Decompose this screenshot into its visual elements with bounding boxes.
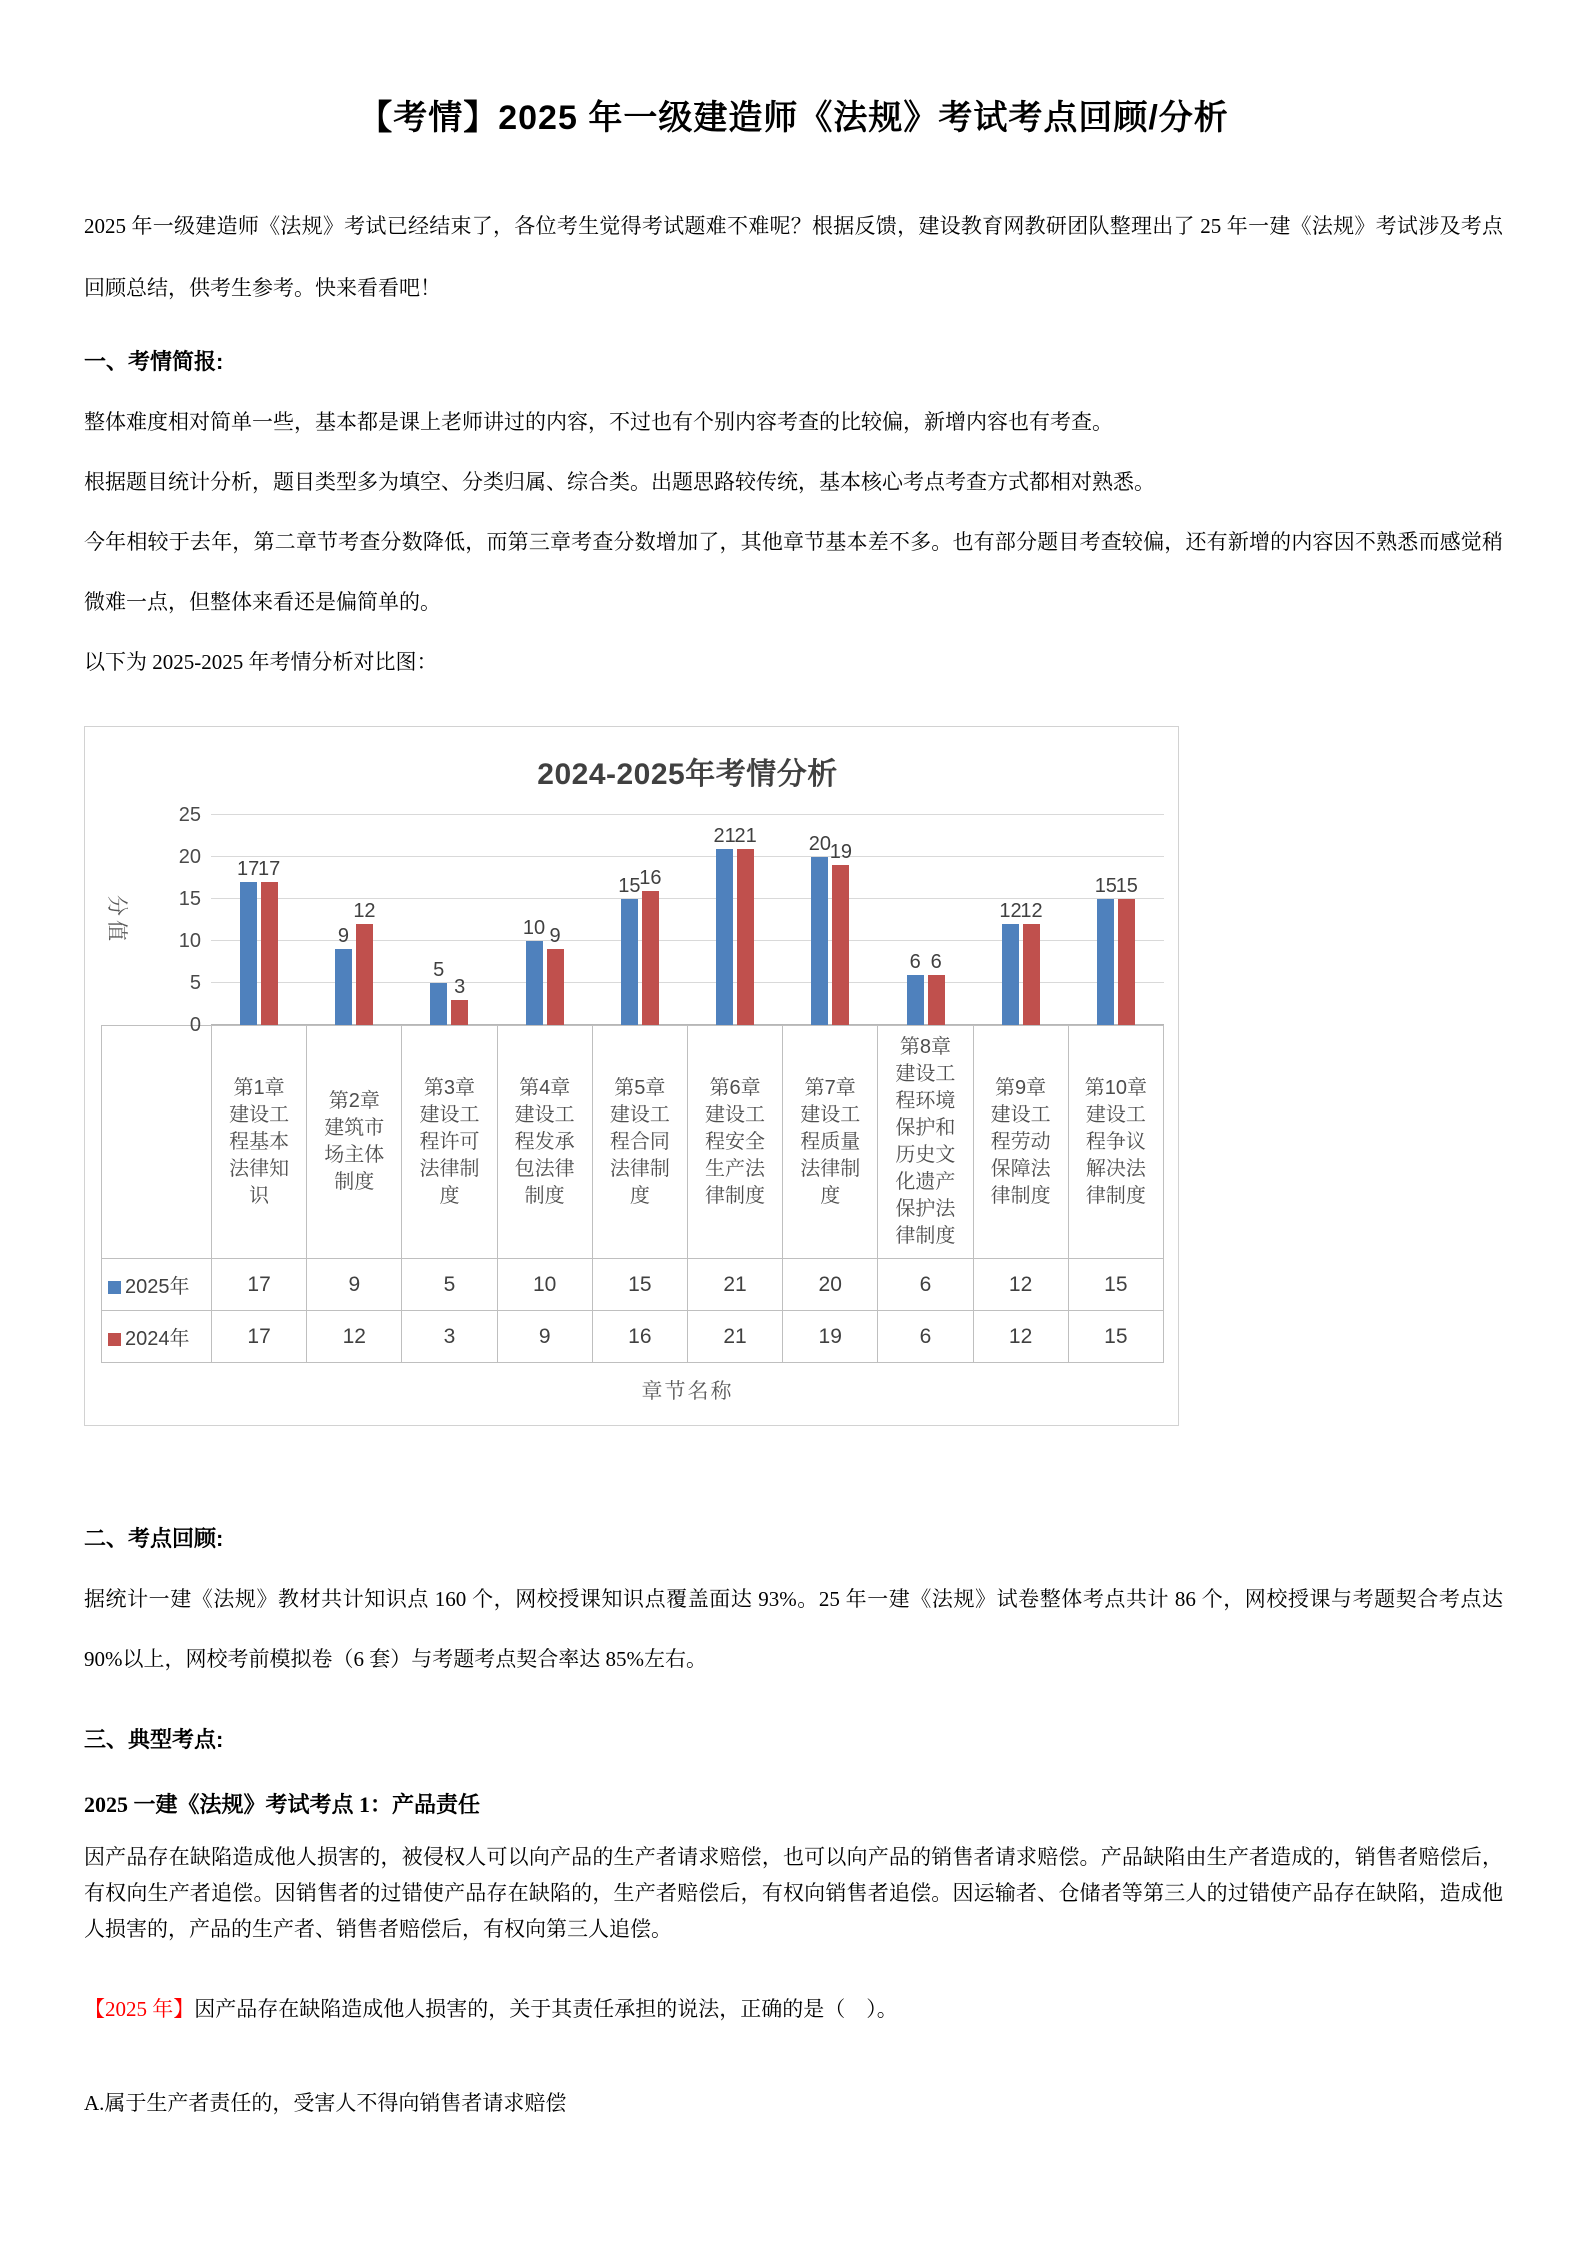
- bar-column: [1094, 815, 1117, 1025]
- bar-value-label: 15: [1094, 875, 1117, 897]
- category-header-cell: 第6章建设工程安全生产法律制度: [687, 1026, 782, 1259]
- bar-column: [639, 815, 662, 1025]
- bar-value-label: 12: [1020, 900, 1043, 923]
- bar-column: [258, 815, 281, 1025]
- page-title: 【考情】2025 年一级建造师《法规》考试考点回顾/分析: [358, 99, 1229, 137]
- intro-paragraph: 2025 年一级建造师《法规》考试已经结束了，各位考生觉得考试题难不难呢？根据反馈，建设教育网教研团队整理出了 25 年一建《法规》考试涉及考点回顾总结，供考生参考。快来看看吧！: [84, 214, 1503, 300]
- y-axis-ticks: [135, 804, 211, 1036]
- bar-column: [808, 815, 832, 1025]
- plot: [211, 815, 1164, 1025]
- bar-2024年: [737, 849, 754, 1025]
- section1-body: [84, 392, 1503, 692]
- category-header-cell: 第10章建设工程争议解决法律制度: [1068, 1026, 1163, 1259]
- table-value-cell: 9: [307, 1259, 402, 1311]
- bar-value-label: 10: [522, 917, 546, 939]
- section3-heading: 三、典型考点:: [84, 1727, 224, 1752]
- section1-para3: 今年相较于去年，第二章节考查分数降低，而第三章考查分数增加了，其他章节基本差不多。也有部分题目考查较偏，还有新增的内容因不熟悉而感觉稍微难一点，但整体来看还是偏简单的。: [84, 530, 1503, 614]
- bar-value-label: 12: [999, 900, 1022, 923]
- category-header-cell: 第7章建设工程质量法律制度: [783, 1026, 878, 1259]
- table-value-cell: 3: [402, 1311, 497, 1363]
- y-axis-tick-label: 10: [178, 930, 201, 952]
- bar-group: [783, 815, 878, 1025]
- bar-group: [878, 815, 973, 1025]
- bar-column: [1020, 815, 1043, 1025]
- bar-2025年: [526, 941, 543, 1025]
- bar-value-label: 12: [353, 900, 376, 923]
- table-corner-cell: [102, 1026, 212, 1259]
- bar-2025年: [430, 983, 447, 1025]
- bar-group: [306, 815, 401, 1025]
- topic-heading: 2025 一建《法规》考试考点 1：产品责任: [84, 1792, 481, 1817]
- bar-column: [547, 815, 564, 1025]
- bar-column: [907, 815, 924, 1025]
- bar-2025年: [811, 857, 828, 1025]
- exam-analysis-chart: [84, 726, 1179, 1426]
- table-value-cell: 12: [973, 1259, 1068, 1311]
- y-axis-tick-label: 25: [178, 804, 201, 826]
- bar-value-label: 5: [433, 959, 445, 981]
- bar-value-label: 6: [909, 950, 921, 973]
- bar-value-label: 15: [618, 875, 641, 897]
- chart-intro-line: 以下为 2025-2025 年考情分析对比图：: [84, 650, 438, 674]
- bar-value-label: 17: [258, 858, 281, 881]
- bar-column: [928, 815, 945, 1025]
- bar-column: [451, 815, 468, 1025]
- chart-data-table: [101, 1025, 1164, 1363]
- bar-column: [522, 815, 546, 1025]
- bar-value-label: 21: [734, 824, 757, 847]
- bar-column: [353, 815, 376, 1025]
- section1-para2: 根据题目统计分析，题目类型多为填空、分类归属、综合类。出题思路较传统，基本核心考点考查方式都相对熟悉。: [84, 470, 1155, 494]
- bar-2024年: [832, 865, 849, 1025]
- category-header-cell: 第4章建设工程发承包法律制度: [497, 1026, 592, 1259]
- bar-value-label: 16: [639, 866, 662, 889]
- legend-swatch-icon: [108, 1333, 121, 1346]
- bar-column: [430, 815, 447, 1025]
- section1-para1: 整体难度相对简单一些，基本都是课上老师讲过的内容，不过也有个别内容考查的比较偏，新增内容也有考查。: [84, 410, 1113, 434]
- table-value-cell: 10: [497, 1259, 592, 1311]
- y-axis-tick-label: 5: [189, 972, 201, 994]
- bar-column: [237, 815, 260, 1025]
- table-value-cell: 6: [878, 1311, 973, 1363]
- bar-column: [999, 815, 1022, 1025]
- bar-group: [973, 815, 1068, 1025]
- bar-column: [829, 815, 853, 1025]
- bar-2024年: [451, 1000, 468, 1025]
- section2-para: 据统计一建《法规》教材共计知识点 160 个，网校授课知识点覆盖面达 93%。25 年一建《法规》试卷整体考点共计 86 个，网校授课与考题契合考点达 90%以上，网校考前模拟卷（6 套）与考题考点契合率达 85%左右。: [84, 1587, 1503, 1671]
- y-axis-title: 分值: [105, 895, 128, 945]
- bar-2024年: [928, 975, 945, 1025]
- section2-heading: 二、考点回顾:: [84, 1526, 224, 1551]
- legend-cell: [102, 1259, 212, 1311]
- bar-value-label: 9: [549, 925, 561, 948]
- bar-value-label: 9: [337, 925, 349, 948]
- bar-value-label: 15: [1115, 875, 1138, 897]
- bar-value-label: 6: [930, 950, 942, 973]
- bar-2025年: [621, 899, 638, 1025]
- bar-2024年: [261, 882, 278, 1025]
- bar-group: [687, 815, 782, 1025]
- exam-question: [84, 1991, 1503, 2027]
- bar-column: [713, 815, 736, 1025]
- bar-value-label: 21: [713, 824, 736, 847]
- category-header-cell: 第2章建筑市场主体制度: [307, 1026, 402, 1259]
- bar-2024年: [1023, 924, 1040, 1025]
- table-value-cell: 12: [973, 1311, 1068, 1363]
- bar-2024年: [547, 949, 564, 1025]
- bar-group: [1069, 815, 1164, 1025]
- bar-2024年: [356, 924, 373, 1025]
- bar-2025年: [335, 949, 352, 1025]
- bar-group: [402, 815, 497, 1025]
- table-value-cell: 20: [783, 1259, 878, 1311]
- table-value-cell: 15: [1068, 1259, 1163, 1311]
- bar-group: [592, 815, 687, 1025]
- category-header-cell: 第3章建设工程许可法律制度: [402, 1026, 497, 1259]
- bar-column: [734, 815, 757, 1025]
- table-value-cell: 9: [497, 1311, 592, 1363]
- legend-label: 2024年: [125, 1328, 190, 1350]
- chart-plot-area: [101, 804, 1164, 1036]
- bar-value-label: 3: [454, 975, 466, 998]
- bar-2024年: [642, 891, 659, 1025]
- table-row: [102, 1259, 1164, 1311]
- table-value-cell: 6: [878, 1259, 973, 1311]
- y-axis-tick-label: 20: [178, 846, 201, 868]
- bar-2025年: [240, 882, 257, 1025]
- bar-group: [211, 815, 306, 1025]
- category-header-cell: 第1章建设工程基本法律知识: [212, 1026, 307, 1259]
- bar-2025年: [1002, 924, 1019, 1025]
- topic-paragraph: 因产品存在缺陷造成他人损害的，被侵权人可以向产品的生产者请求赔偿，也可以向产品的销售者请求赔偿。产品缺陷由生产者造成的，销售者赔偿后，有权向生产者追偿。因销售者的过错使产品存在缺陷的，生产者赔偿后，有权向销售者追偿。因运输者、仓储者等第三人的过错使产品存在缺陷，造成他人损害的，产品的生产者、销售者赔偿后，有权向第三人追偿。: [84, 1845, 1503, 1941]
- y-axis-tick-label: 15: [178, 888, 201, 910]
- table-value-cell: 12: [307, 1311, 402, 1363]
- bar-group: [497, 815, 592, 1025]
- table-value-cell: 19: [783, 1311, 878, 1363]
- bar-value-label: 17: [237, 858, 260, 881]
- table-value-cell: 15: [592, 1259, 687, 1311]
- table-row: [102, 1311, 1164, 1363]
- bar-2024年: [1118, 899, 1135, 1025]
- table-value-cell: 16: [592, 1311, 687, 1363]
- bar-column: [335, 815, 352, 1025]
- bar-2025年: [716, 849, 733, 1025]
- table-value-cell: 17: [212, 1259, 307, 1311]
- category-header-cell: 第9章建设工程劳动保障法律制度: [973, 1026, 1068, 1259]
- table-value-cell: 5: [402, 1259, 497, 1311]
- table-value-cell: 17: [212, 1311, 307, 1363]
- legend-cell: [102, 1311, 212, 1363]
- section2-body: [84, 1569, 1503, 1689]
- y-axis-tick-label: 0: [189, 1014, 201, 1036]
- bar-2025年: [1097, 899, 1114, 1025]
- bar-column: [1115, 815, 1138, 1025]
- chart-title: 2024-2025年考情分析: [537, 758, 838, 791]
- option-a: A.属于生产者责任的，受害人不得向销售者请求赔偿: [84, 2091, 567, 2115]
- table-value-cell: 21: [687, 1311, 782, 1363]
- category-header-cell: 第8章建设工程环境保护和历史文化遗产保护法律制度: [878, 1026, 973, 1259]
- legend-swatch-icon: [108, 1281, 121, 1294]
- bar-column: [618, 815, 641, 1025]
- bar-value-label: 19: [829, 841, 853, 864]
- question-year-tag: 【2025 年】: [84, 1997, 195, 2021]
- table-value-cell: 15: [1068, 1311, 1163, 1363]
- x-axis-title: 章节名称: [641, 1380, 734, 1403]
- bar-value-label: 20: [808, 833, 832, 855]
- section1-heading: 一、考情简报:: [84, 349, 224, 374]
- legend-label: 2025年: [125, 1276, 190, 1298]
- bar-2025年: [907, 975, 924, 1025]
- table-value-cell: 21: [687, 1259, 782, 1311]
- question-text: 因产品存在缺陷造成他人损害的，关于其责任承担的说法，正确的是（ ）。: [194, 1997, 898, 2021]
- category-header-cell: 第5章建设工程合同法律制度: [592, 1026, 687, 1259]
